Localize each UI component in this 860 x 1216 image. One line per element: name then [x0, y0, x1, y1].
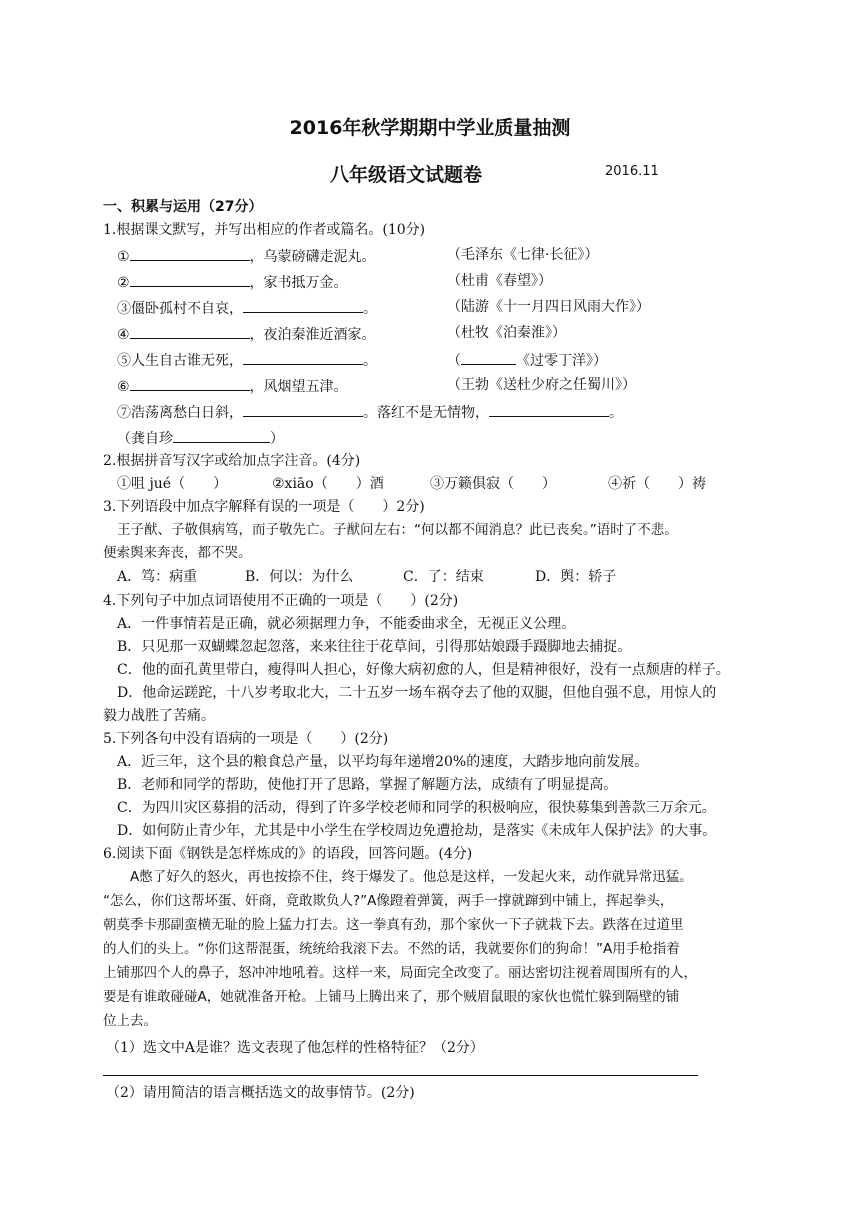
- q5-prompt: 5.下列各句中没有语病的一项是（ ）(2分): [103, 731, 389, 747]
- q4-prompt: 4.下列句子中加点词语使用不正确的一项是（ ）(2分): [103, 593, 459, 609]
- q4-option-d: D．他命运蹉跎，十八岁考取北大，二十五岁一场车祸夺去了他的双腿，但他自强不息，用惊人的: [117, 685, 717, 701]
- q1-prompt: 1.根据课文默写，并写出相应的作者或篇名。(10分): [103, 222, 426, 238]
- q2-option-a: ①咀 jué（ ）: [117, 476, 228, 492]
- q2-option-d: ④祈（ ）祷: [608, 476, 706, 492]
- answer-blank[interactable]: [243, 401, 363, 417]
- answer-blank[interactable]: [489, 401, 609, 417]
- q1-item-1: ① ，乌蒙磅礴走泥丸。: [117, 245, 376, 267]
- q3-option-d: D．舆：轿子: [535, 569, 617, 585]
- q2-option-b: ②xiāo（ ）酒: [272, 476, 384, 492]
- q1-source-3: （陆游《十一月四日风雨大作》）: [447, 299, 650, 315]
- q1-item-5: ⑤人生自古谁无死， 。: [117, 349, 377, 371]
- q4-option-b: B．只见那一双蝴蝶忽起忽落，来来往往于花草间，引得那姑娘蹑手蹑脚地去捕捉。: [117, 639, 632, 655]
- answer-blank[interactable]: [130, 271, 250, 287]
- q6-passage-line: 要是有谁敢碰碰A，她就准备开枪。上铺马上腾出来了，那个贼眉鼠眼的家伙也慌忙躲到隔壁的铺: [103, 989, 680, 1005]
- q6-subquestion-2: （2）请用简洁的语言概括选文的故事情节。(2分): [106, 1085, 415, 1101]
- exam-date: 2016.11: [605, 164, 659, 179]
- answer-blank[interactable]: [243, 297, 363, 313]
- exam-title: 2016年秋学期期中学业质量抽测: [289, 117, 571, 139]
- title-blank[interactable]: [173, 427, 270, 443]
- q6-passage-line: 朝莫季卡那副蛮横无耻的脸上猛力打去。这一拳真有劲，那个家伙一下子就栽下去。跌落在过道里: [103, 917, 684, 933]
- q1-item-7: ⑦浩荡离愁白日斜， 。落红不是无情物， 。: [117, 401, 623, 423]
- q6-passage-line: “怎么，你们这帮坏蛋、奸商，竟敢欺负人?”A像蹬着弹簧，两手一撑就蹿到中铺上，挥起拳头，: [103, 893, 674, 909]
- exam-subtitle: 八年级语文试题卷: [330, 164, 483, 186]
- q6-passage-line: A憋了好久的怒火，再也按捺不住，终于爆发了。他总是这样，一发起火来，动作就异常迅猛。: [103, 869, 693, 885]
- q6-passage-line: 上铺那四个人的鼻子，怒冲冲地吼着。这样一来，局面完全改变了。丽达密切注视着周围所有的人，: [103, 965, 697, 981]
- answer-blank[interactable]: [130, 323, 250, 339]
- author-blank[interactable]: [461, 349, 516, 365]
- q5-option-b: B．老师和同学的帮助，使他打开了思路，掌握了解题方法，成绩有了明显提高。: [117, 777, 618, 793]
- section-heading: 一、积累与运用（27分）: [103, 199, 263, 215]
- q1-item-7-source: （龚自珍 ）: [117, 427, 284, 449]
- q3-option-c: C．了：结束: [403, 569, 484, 585]
- q1-source-4: （杜牧《泊秦淮》）: [447, 325, 566, 341]
- q3-option-a: A．笃：病重: [117, 569, 198, 585]
- answer-blank[interactable]: [130, 245, 250, 261]
- q2-prompt: 2.根据拼音写汉字或给加点字注音。(4分): [103, 453, 361, 469]
- q5-option-d: D．如何防止青少年，尤其是中小学生在学校周边免遭抢劫，是落实《未成年人保护法》的大事。: [117, 823, 717, 839]
- q4-option-c: C．他的面孔黄里带白，瘦得叫人担心，好像大病初愈的人，但是精神很好，没有一点颓唐的样子。: [117, 662, 730, 678]
- q1-source-1: （毛泽东《七律·长征》）: [447, 247, 599, 263]
- q3-passage-line-2: 便索舆来奔丧，都不哭。: [103, 545, 252, 561]
- q6-prompt: 6.阅读下面《钢铁是怎样炼成的》的语段，回答问题。(4分): [103, 846, 473, 862]
- q1-item-6: ⑥ ，风烟望五津。: [117, 375, 348, 397]
- q1-item-3: ③僵卧孤村不自哀， 。: [117, 297, 377, 319]
- q1-item-4: ④ ，夜泊秦淮近酒家。: [117, 323, 376, 345]
- answer-blank[interactable]: [243, 349, 363, 365]
- q5-option-c: C．为四川灾区募捐的活动，得到了许多学校老师和同学的积极响应，很快募集到善款三万余元。: [117, 800, 716, 816]
- q4-option-d-cont: 毅力战胜了苦痛。: [103, 708, 215, 724]
- q1-source-2: （杜甫《春望》）: [447, 273, 552, 289]
- q2-option-c: ③万籁俱寂（ ）: [430, 476, 556, 492]
- q5-option-a: A．近三年，这个县的粮食总产量，以平均每年递增20%的速度，大踏步地向前发展。: [117, 754, 649, 770]
- q3-option-b: B．何以：为什么: [245, 569, 354, 585]
- q6-passage-line: 位上去。: [103, 1013, 157, 1029]
- q1-source-6: （王勃《送杜少府之任蜀川》）: [447, 377, 636, 393]
- q6-subquestion-1: （1）选文中A是谁？选文表现了他怎样的性格特征？（2分）: [106, 1040, 484, 1056]
- answer-blank[interactable]: [130, 375, 250, 391]
- q1-source-5: （ 《过零丁洋》）: [447, 349, 607, 371]
- answer-line[interactable]: [103, 1075, 698, 1076]
- q3-prompt: 3.下列语段中加点字解释有误的一项是（ ）2分): [103, 499, 425, 515]
- q4-option-a: A．一件事情若是正确，就必须据理力争，不能委曲求全，无视正义公理。: [117, 616, 576, 632]
- q6-passage-line: 的人们的头上。“你们这帮混蛋，统统给我滚下去。不然的话，我就要你们的狗命！”A用手枪指着: [103, 941, 680, 957]
- q1-item-2: ② ，家书抵万金。: [117, 271, 348, 293]
- q3-passage-line-1: 王子猷、子敬俱病笃，而子敬先亡。子猷问左右：“何以都不闻消息？此已丧矣。”语时了不悲。: [117, 522, 678, 538]
